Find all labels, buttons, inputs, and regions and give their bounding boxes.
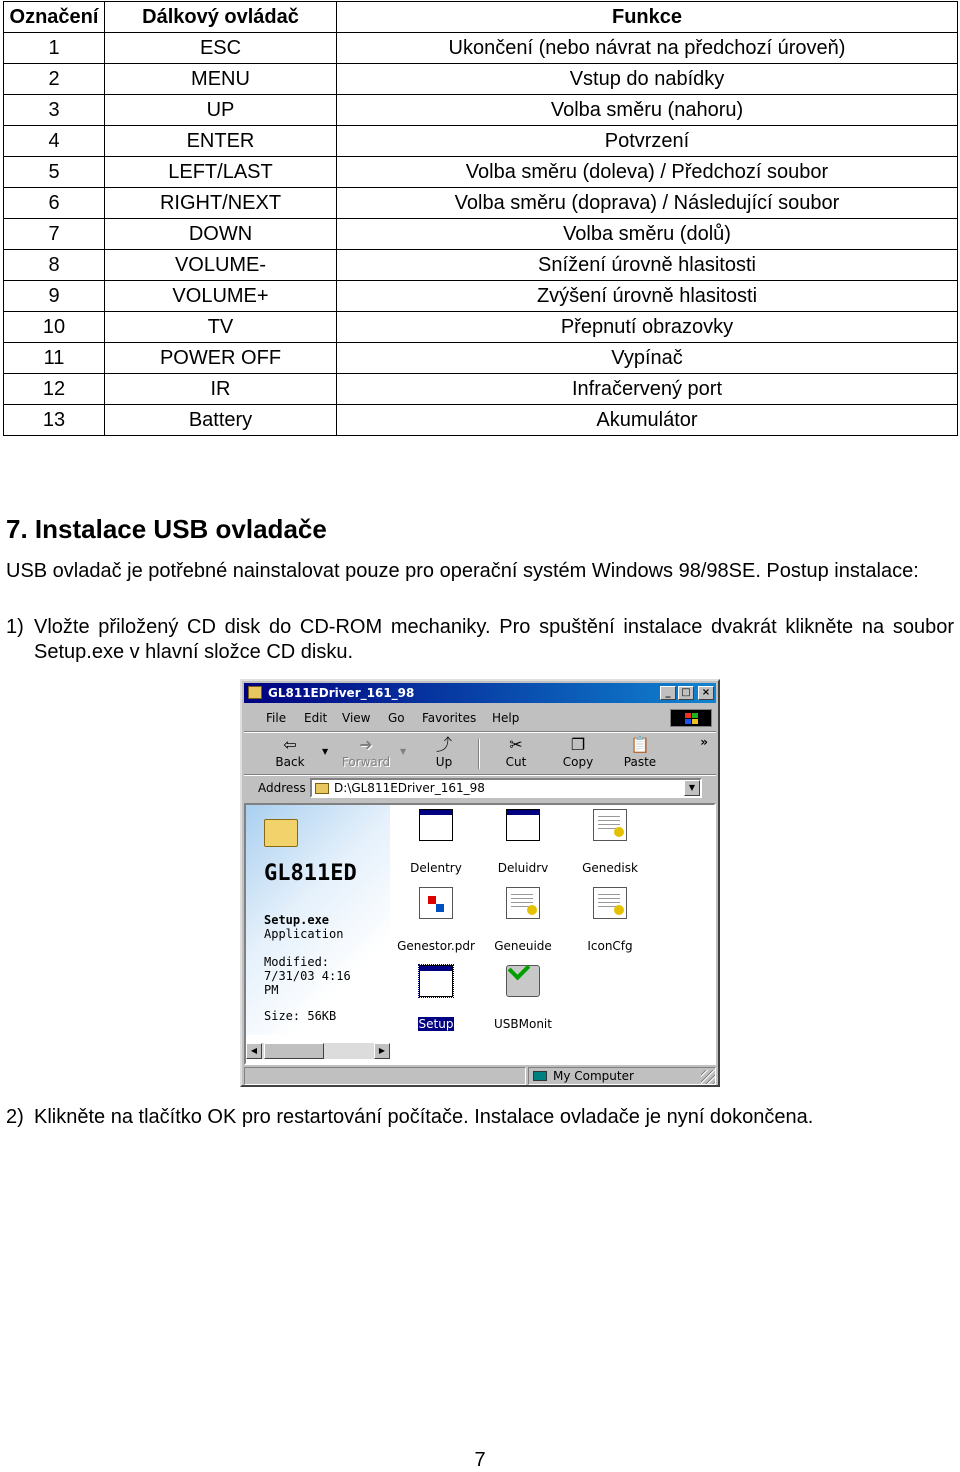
my-computer-icon bbox=[533, 1071, 547, 1081]
table-row bbox=[4, 250, 958, 281]
usb-monitor-icon bbox=[506, 965, 540, 997]
forward-arrow-icon: ➜ bbox=[359, 735, 373, 754]
forward-button[interactable] bbox=[338, 735, 394, 771]
copy-icon: ❐ bbox=[570, 735, 586, 754]
settings-file-icon bbox=[593, 887, 627, 919]
maximize-button[interactable]: □ bbox=[678, 686, 694, 700]
remote-button-cell: TV bbox=[105, 312, 337, 343]
file-name: Genestor.pdr bbox=[397, 939, 475, 953]
function-cell: Přepnutí obrazovky bbox=[337, 312, 958, 343]
address-input[interactable] bbox=[310, 778, 702, 798]
paste-button[interactable] bbox=[612, 735, 668, 771]
row-id-cell: 11 bbox=[4, 343, 105, 374]
menu-favorites[interactable]: Favorites bbox=[422, 711, 477, 725]
function-cell: Snížení úrovně hlasitosti bbox=[337, 250, 958, 281]
application-window-icon bbox=[506, 809, 540, 841]
row-id-cell: 13 bbox=[4, 405, 105, 436]
menu-file[interactable]: File bbox=[266, 711, 287, 725]
row-id-cell: 3 bbox=[4, 95, 105, 126]
function-cell: Volba směru (doleva) / Předchozí soubor bbox=[337, 157, 958, 188]
menu-edit[interactable]: Edit bbox=[304, 711, 328, 725]
step-text: Vložte přiložený CD disk do CD-ROM mechaniky. Pro spuštění instalace dvakrát klikněte na soubor Setup.exe v hlavní složce CD disku. bbox=[34, 616, 954, 663]
application-window-icon bbox=[419, 965, 453, 997]
scrollbar-thumb[interactable] bbox=[264, 1043, 324, 1059]
file-name: USBMonit bbox=[494, 1017, 552, 1031]
tool-label: Up bbox=[435, 755, 453, 769]
menu-go[interactable]: Go bbox=[388, 711, 405, 725]
remote-button-cell: IR bbox=[105, 374, 337, 405]
folder-icon bbox=[248, 686, 262, 699]
address-bar bbox=[244, 777, 716, 799]
function-cell: Vypínač bbox=[337, 343, 958, 374]
menu-help[interactable]: Help bbox=[492, 711, 520, 725]
step-text: Klikněte na tlačítko OK pro restartování počítače. Instalace ovladače je nyní dokončena. bbox=[34, 1106, 814, 1128]
row-id-cell: 9 bbox=[4, 281, 105, 312]
back-button[interactable] bbox=[262, 735, 318, 771]
tool-label: Cut bbox=[505, 755, 527, 769]
remote-button-cell: Battery bbox=[105, 405, 337, 436]
toolbar bbox=[244, 733, 716, 773]
close-button[interactable]: × bbox=[698, 686, 714, 700]
selected-file-type: Application bbox=[264, 927, 344, 941]
function-cell: Vstup do nabídky bbox=[337, 64, 958, 95]
section-heading: 7. Instalace USB ovladače bbox=[6, 514, 327, 544]
remote-button-cell: ENTER bbox=[105, 126, 337, 157]
address-dropdown-button[interactable]: ▼ bbox=[684, 780, 700, 796]
settings-file-icon bbox=[506, 887, 540, 919]
resize-grip[interactable] bbox=[701, 1070, 715, 1084]
function-cell: Volba směru (dolů) bbox=[337, 219, 958, 250]
menu-view[interactable]: View bbox=[342, 711, 371, 725]
remote-button-cell: VOLUME+ bbox=[105, 281, 337, 312]
remote-button-cell: DOWN bbox=[105, 219, 337, 250]
column-header: Funkce bbox=[337, 2, 958, 33]
tool-label: Back bbox=[275, 755, 305, 769]
function-cell: Volba směru (doprava) / Následující soubor bbox=[337, 188, 958, 219]
chevron-down-icon[interactable]: ▼ bbox=[322, 747, 329, 756]
function-cell: Volba směru (nahoru) bbox=[337, 95, 958, 126]
remote-button-cell: ESC bbox=[105, 33, 337, 64]
function-cell: Potvrzení bbox=[337, 126, 958, 157]
file-item[interactable] bbox=[396, 809, 476, 875]
row-id-cell: 8 bbox=[4, 250, 105, 281]
windows-logo-icon bbox=[670, 709, 712, 727]
row-id-cell: 12 bbox=[4, 374, 105, 405]
folder-icon bbox=[315, 783, 329, 794]
table-body bbox=[4, 33, 958, 436]
file-item[interactable] bbox=[483, 965, 563, 1031]
file-item[interactable] bbox=[570, 809, 650, 875]
row-id-cell: 5 bbox=[4, 157, 105, 188]
window-title: GL811EDriver_161_98 bbox=[268, 686, 415, 700]
file-name: Geneuide bbox=[494, 939, 552, 953]
column-header: Dálkový ovládač bbox=[105, 2, 337, 33]
tool-label: Copy bbox=[562, 755, 594, 769]
tool-label: Forward bbox=[341, 755, 391, 769]
minimize-button[interactable]: _ bbox=[660, 686, 676, 700]
modified-ampm: PM bbox=[264, 983, 279, 997]
scroll-left-button[interactable]: ◀ bbox=[246, 1043, 262, 1059]
remote-button-cell: LEFT/LAST bbox=[105, 157, 337, 188]
copy-button[interactable] bbox=[550, 735, 606, 771]
row-id-cell: 7 bbox=[4, 219, 105, 250]
table-row bbox=[4, 312, 958, 343]
file-item[interactable] bbox=[570, 887, 650, 953]
status-cell-location bbox=[528, 1067, 716, 1085]
folder-icon bbox=[264, 819, 298, 847]
cut-button[interactable] bbox=[488, 735, 544, 771]
title-bar bbox=[244, 683, 716, 703]
table-row bbox=[4, 219, 958, 250]
row-id-cell: 6 bbox=[4, 188, 105, 219]
table-header-row bbox=[4, 2, 958, 33]
remote-button-cell: MENU bbox=[105, 64, 337, 95]
remote-button-cell: UP bbox=[105, 95, 337, 126]
remote-button-cell: POWER OFF bbox=[105, 343, 337, 374]
function-cell: Ukončení (nebo návrat na předchozí úroveň) bbox=[337, 33, 958, 64]
back-arrow-icon: ⇦ bbox=[283, 735, 297, 754]
toolbar-more-button[interactable]: » bbox=[700, 735, 708, 749]
divider bbox=[244, 774, 716, 776]
folder-up-icon: ⤴ bbox=[435, 735, 452, 754]
file-item[interactable] bbox=[396, 887, 476, 953]
remote-button-cell: RIGHT/NEXT bbox=[105, 188, 337, 219]
file-name: IconCfg bbox=[587, 939, 633, 953]
table-row bbox=[4, 405, 958, 436]
column-header: Označení bbox=[4, 2, 105, 33]
status-cell-empty bbox=[244, 1067, 526, 1085]
table-row bbox=[4, 33, 958, 64]
remote-control-table bbox=[3, 1, 958, 436]
step-number: 1) bbox=[6, 616, 24, 638]
file-name: Genedisk bbox=[582, 861, 638, 875]
settings-file-icon bbox=[593, 809, 627, 841]
function-cell: Akumulátor bbox=[337, 405, 958, 436]
status-text: My Computer bbox=[553, 1069, 634, 1083]
page-number: 7 bbox=[474, 1449, 486, 1471]
table-row bbox=[4, 95, 958, 126]
address-label: Address bbox=[258, 781, 306, 795]
table-row bbox=[4, 343, 958, 374]
selected-file-name: Setup.exe bbox=[264, 913, 330, 927]
explorer-window-screenshot bbox=[240, 679, 720, 1087]
table-row bbox=[4, 281, 958, 312]
horizontal-scrollbar[interactable] bbox=[246, 1043, 390, 1059]
modified-date: 7/31/03 4:16 bbox=[264, 969, 351, 983]
table-row bbox=[4, 157, 958, 188]
remote-button-cell: VOLUME- bbox=[105, 250, 337, 281]
driver-file-icon bbox=[419, 887, 453, 919]
status-bar bbox=[244, 1067, 716, 1085]
web-view-info-panel bbox=[246, 805, 390, 1035]
scissors-icon: ✂ bbox=[509, 735, 523, 754]
file-item[interactable] bbox=[483, 809, 563, 875]
file-name: Deluidrv bbox=[497, 861, 549, 875]
table-row bbox=[4, 374, 958, 405]
function-cell: Zvýšení úrovně hlasitosti bbox=[337, 281, 958, 312]
application-window-icon bbox=[419, 809, 453, 841]
scroll-right-button[interactable]: ▶ bbox=[374, 1043, 390, 1059]
row-id-cell: 1 bbox=[4, 33, 105, 64]
file-item[interactable] bbox=[396, 965, 476, 1031]
function-cell: Infračervený port bbox=[337, 374, 958, 405]
row-id-cell: 2 bbox=[4, 64, 105, 95]
intro-paragraph: USB ovladač je potřebné nainstalovat pouze pro operační systém Windows 98/98SE. Postup instalace: bbox=[6, 560, 919, 582]
up-button[interactable] bbox=[416, 735, 472, 771]
folder-content-area bbox=[244, 803, 716, 1065]
modified-label: Modified: bbox=[264, 955, 330, 969]
address-value: D:\GL811EDriver_161_98 bbox=[334, 781, 485, 795]
file-size: Size: 56KB bbox=[264, 1009, 337, 1023]
file-name: Setup bbox=[418, 1017, 454, 1031]
toolbar-separator bbox=[478, 739, 480, 769]
chevron-down-icon[interactable]: ▼ bbox=[400, 747, 407, 756]
folder-name: GL811ED bbox=[264, 861, 357, 886]
menu-bar bbox=[244, 707, 716, 729]
step-number: 2) bbox=[6, 1106, 24, 1128]
row-id-cell: 4 bbox=[4, 126, 105, 157]
tool-label: Paste bbox=[623, 755, 657, 769]
file-item[interactable] bbox=[483, 887, 563, 953]
table-row bbox=[4, 64, 958, 95]
table-row bbox=[4, 188, 958, 219]
paste-icon: 📋 bbox=[630, 735, 650, 754]
file-name: Delentry bbox=[410, 861, 462, 875]
table-row bbox=[4, 126, 958, 157]
row-id-cell: 10 bbox=[4, 312, 105, 343]
